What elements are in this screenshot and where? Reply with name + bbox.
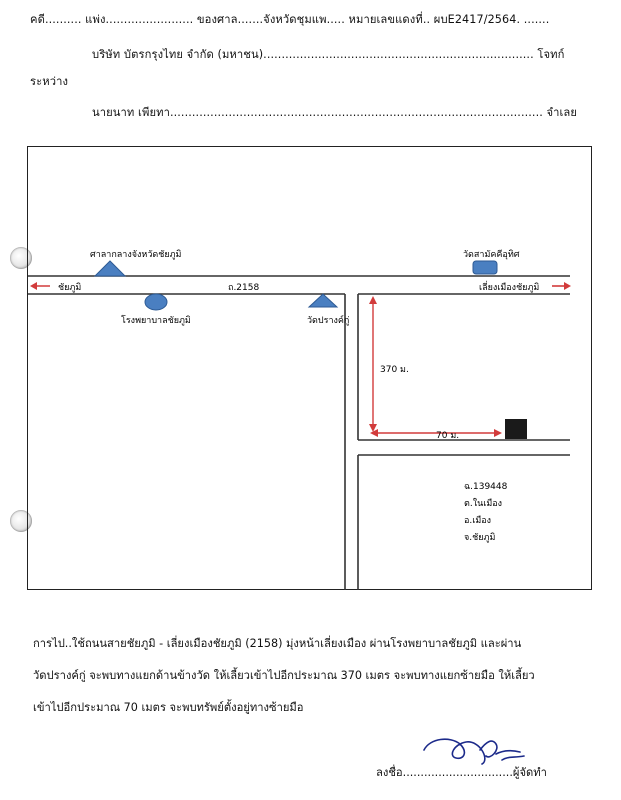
signature-line (376, 763, 547, 781)
case-header-line: คดี.......... แพ่ง........................ ของศาล.......จังหวัดชุมแพ..... หมายเลขแดงที่.. ผบE2417/2564. ....... (30, 13, 550, 26)
property-province-label: จ.ชัยภูมิ (464, 533, 496, 543)
dir-left-label: ชัยภูมิ (58, 283, 82, 293)
directions-line-1: การไป..ใช้ถนนสายชัยภูมิ - เลี่ยงเมืองชัยภูมิ (2158) มุ่งหน้าเลี่ยงเมือง ผ่านโรงพยาบาลชัยภูมิ และผ่าน (33, 637, 522, 650)
directions-text (33, 628, 603, 724)
hospital-label: โรงพยาบาลชัยภูมิ (121, 316, 191, 326)
distance-70-label: 70 ม. (436, 431, 460, 441)
distance-70-arrowhead-right (494, 429, 502, 437)
property-subdistrict-label: ต.ในเมือง (464, 499, 503, 509)
wat-prang-ku-label: วัดปรางค์กู่ (307, 316, 350, 326)
wat-sammakkhi-label: วัดสามัคคีอุทิศ (463, 250, 520, 260)
distance-370-arrowhead-top (369, 296, 377, 304)
property-deed-label: ฉ.139448 (464, 482, 508, 492)
property-marker (505, 419, 527, 439)
distance-70-arrowhead-left (370, 429, 378, 437)
signature-dots: ............................... (402, 766, 513, 779)
provincial-hall-label: ศาลากลางจังหวัดชัยภูมิ (90, 250, 182, 260)
wat-prang-ku-marker (309, 294, 337, 307)
defendant-line: นายนาท เพียทา...................................................................................................... จำเลย (92, 106, 578, 119)
dir-right-label: เลี่ยงเมืองชัยภูมิ (479, 283, 540, 293)
signature-role: ผู้จัดทำ (512, 766, 547, 779)
arrow-left-head (30, 282, 37, 290)
signature-prefix: ลงชื่อ (376, 766, 403, 779)
provincial-hall-marker (95, 261, 125, 276)
road-number-label: ถ.2158 (228, 283, 260, 293)
distance-370-label: 370 ม. (380, 365, 409, 375)
hospital-marker (145, 294, 167, 310)
directions-line-3: เข้าไปอีกประมาณ 70 เมตร จะพบทรัพย์ตั้งอยู่ทางซ้ายมือ (33, 701, 304, 714)
between-label: ระหว่าง (30, 75, 69, 88)
arrow-right-head (564, 282, 571, 290)
wat-sammakkhi-marker (473, 261, 497, 274)
property-district-label: อ.เมือง (464, 516, 492, 526)
directions-line-2: วัดปรางค์กู่ จะพบทางแยกด้านข้างวัด ให้เลี้ยวเข้าไปอีกประมาณ 370 เมตร จะพบทางแยกซ้ายมือ ให้เลี้ยว (33, 669, 535, 682)
plaintiff-line: บริษัท บัตรกรุงไทย จำกัด (มหาชน).......................................................................... โจทก์ (92, 48, 565, 61)
